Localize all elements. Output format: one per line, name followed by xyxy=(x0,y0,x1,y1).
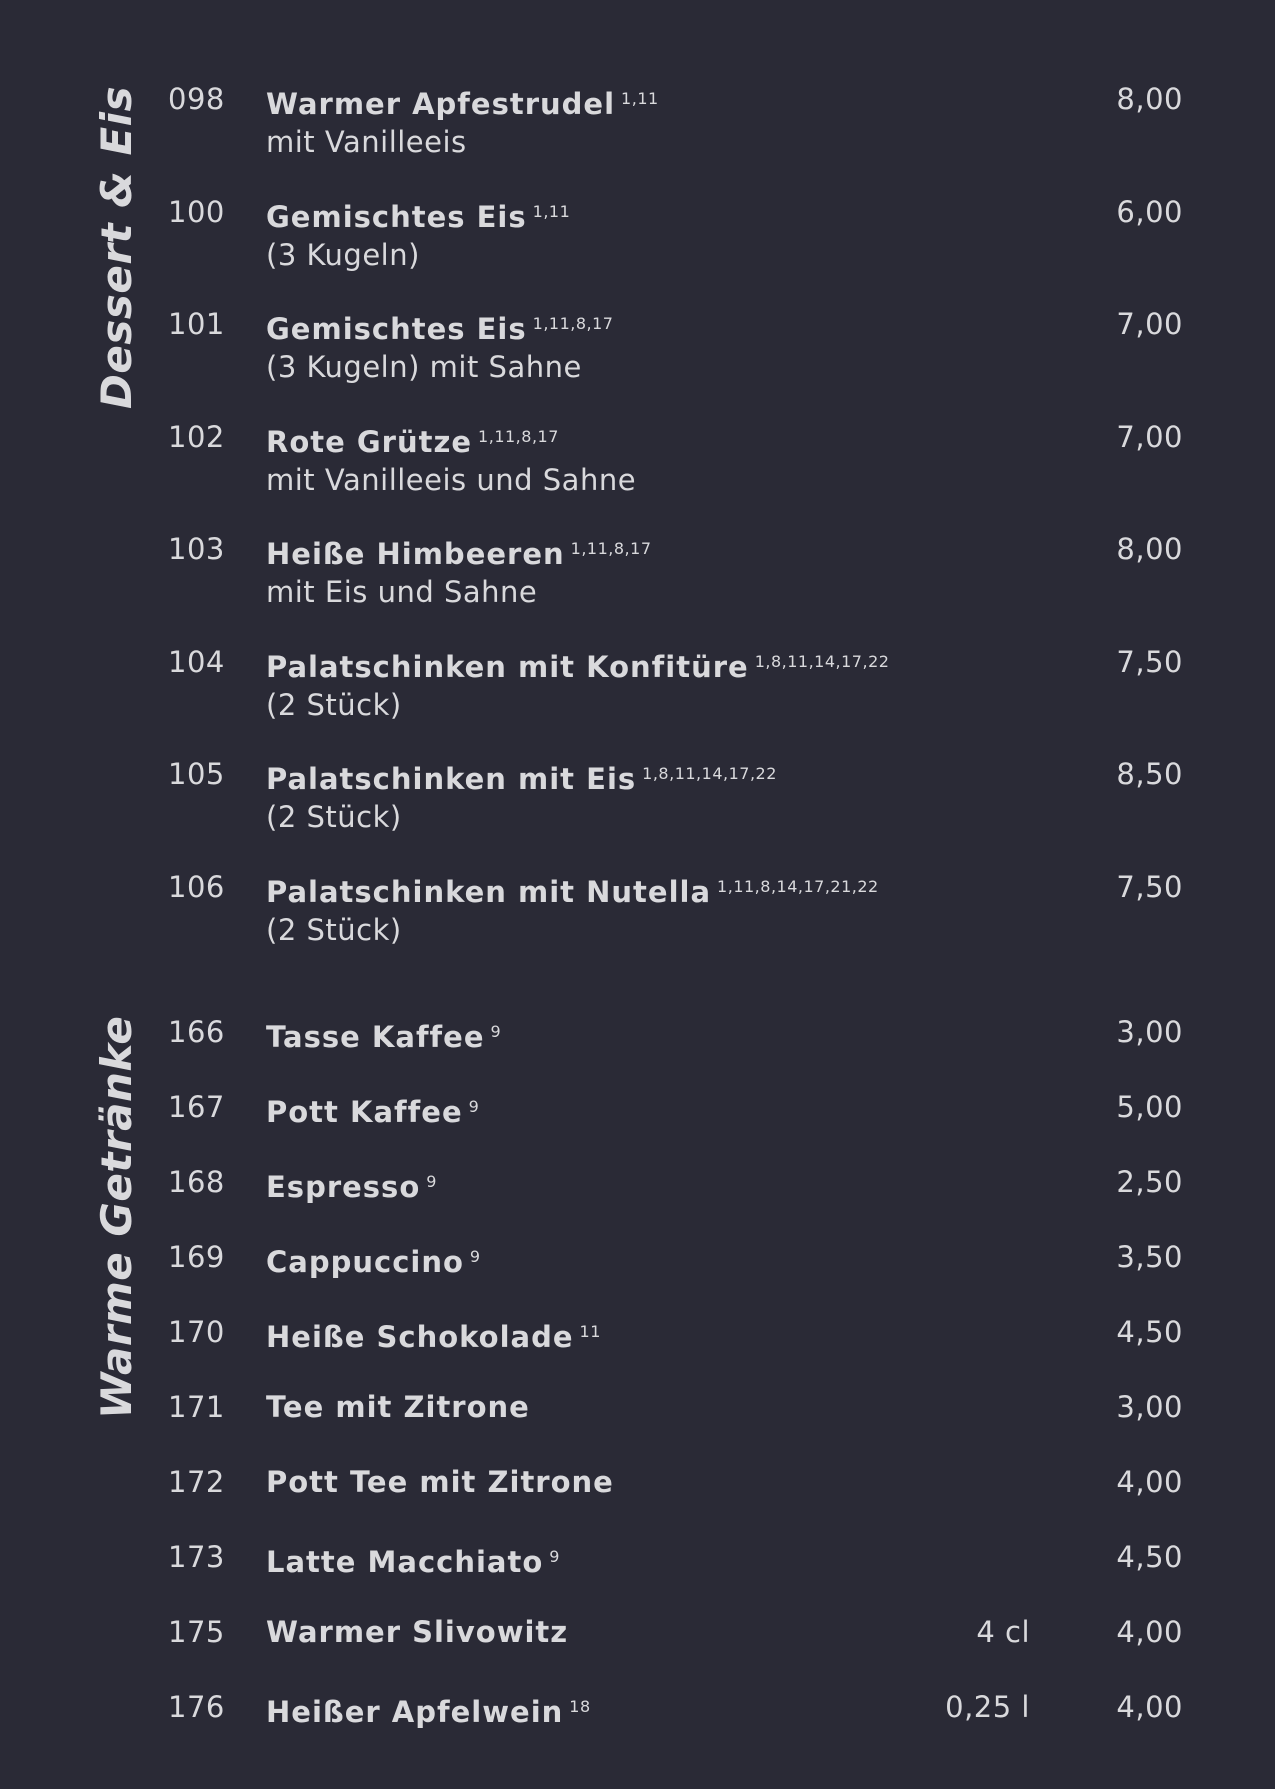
item-text xyxy=(266,193,1046,274)
item-text xyxy=(266,80,1046,161)
item-name: Latte Macchiato xyxy=(266,1545,544,1579)
item-number: 106 xyxy=(168,870,225,904)
item-text xyxy=(266,1388,1046,1426)
item-allergens: 18 xyxy=(569,1697,591,1716)
item-text xyxy=(266,643,1046,724)
item-number: 172 xyxy=(168,1465,225,1499)
item-allergens: 1,11,8,17 xyxy=(478,427,559,446)
item-text xyxy=(266,755,1046,836)
item-name: Tee mit Zitrone xyxy=(266,1390,530,1424)
item-description: mit Vanilleeis und Sahne xyxy=(266,463,637,497)
item-description: mit Vanilleeis xyxy=(266,125,467,159)
item-allergens: 9 xyxy=(468,1097,480,1116)
item-text xyxy=(266,1013,1046,1056)
item-price: 4,50 xyxy=(1116,1315,1183,1349)
item-number: 168 xyxy=(168,1165,225,1199)
item-number: 104 xyxy=(168,645,225,679)
item-name: Heißer Apfelwein xyxy=(266,1695,564,1729)
item-name: Palatschinken mit Eis xyxy=(266,762,637,796)
item-name: Espresso xyxy=(266,1170,421,1204)
item-name: Warmer Apfestrudel xyxy=(266,87,616,121)
item-allergens: 1,8,11,14,17,22 xyxy=(642,764,777,783)
item-text xyxy=(266,1313,1046,1356)
item-text xyxy=(266,1163,1046,1206)
item-allergens: 1,8,11,14,17,22 xyxy=(754,652,890,671)
item-price: 3,00 xyxy=(1116,1015,1183,1049)
item-number: 173 xyxy=(168,1540,225,1574)
item-name: Palatschinken mit Nutella xyxy=(266,875,712,909)
item-number: 105 xyxy=(168,757,225,791)
section-title-dessert: Dessert & Eis xyxy=(92,86,141,410)
item-allergens: 9 xyxy=(469,1247,481,1266)
item-number: 166 xyxy=(168,1015,225,1049)
item-description: (2 Stück) xyxy=(266,913,402,947)
item-text xyxy=(266,1238,1046,1281)
item-price: 7,50 xyxy=(1116,645,1183,679)
item-text xyxy=(266,418,1046,499)
item-number: 102 xyxy=(168,420,225,454)
item-number: 167 xyxy=(168,1090,225,1124)
item-name: Heiße Schokolade xyxy=(266,1320,574,1354)
item-allergens: 9 xyxy=(549,1547,560,1566)
item-number: 171 xyxy=(168,1390,225,1424)
item-name: Pott Tee mit Zitrone xyxy=(266,1465,614,1499)
item-size: 0,25 l xyxy=(945,1690,1030,1724)
item-name: Rote Grütze xyxy=(266,425,473,459)
item-text xyxy=(266,305,1046,386)
item-allergens: 1,11,8,17 xyxy=(532,314,614,333)
item-text xyxy=(266,1088,1046,1131)
item-name: Gemischtes Eis xyxy=(266,200,527,234)
item-number: 100 xyxy=(168,195,225,229)
item-price: 4,00 xyxy=(1116,1690,1183,1724)
item-number: 175 xyxy=(168,1615,225,1649)
item-number: 176 xyxy=(168,1690,225,1724)
item-price: 4,00 xyxy=(1116,1615,1183,1649)
item-allergens: 1,11 xyxy=(621,89,659,108)
item-name: Gemischtes Eis xyxy=(266,312,527,346)
item-description: mit Eis und Sahne xyxy=(266,575,538,609)
item-description: (3 Kugeln) mit Sahne xyxy=(266,350,582,384)
item-price: 7,00 xyxy=(1116,307,1183,341)
item-number: 101 xyxy=(168,307,225,341)
item-text xyxy=(266,1463,1046,1501)
item-text xyxy=(266,1688,1046,1731)
item-price: 2,50 xyxy=(1116,1165,1183,1199)
item-text xyxy=(266,530,1046,611)
item-number: 103 xyxy=(168,532,225,566)
item-allergens: 1,11,8,14,17,21,22 xyxy=(717,877,879,896)
item-text xyxy=(266,1538,1046,1581)
item-price: 6,00 xyxy=(1116,195,1183,229)
item-description: (2 Stück) xyxy=(266,688,402,722)
item-price: 7,00 xyxy=(1116,420,1183,454)
item-text xyxy=(266,1613,1046,1651)
item-price: 8,50 xyxy=(1116,757,1183,791)
item-allergens: 11 xyxy=(579,1322,601,1341)
item-name: Heiße Himbeeren xyxy=(266,537,565,571)
item-name: Cappuccino xyxy=(266,1245,464,1279)
item-allergens: 1,11 xyxy=(532,202,571,221)
item-price: 8,00 xyxy=(1116,532,1183,566)
item-allergens: 1,11,8,17 xyxy=(570,539,652,558)
item-number: 170 xyxy=(168,1315,225,1349)
item-price: 7,50 xyxy=(1116,870,1183,904)
item-allergens: 9 xyxy=(426,1172,437,1191)
item-number: 098 xyxy=(168,82,225,116)
item-price: 8,00 xyxy=(1116,82,1183,116)
item-price: 3,00 xyxy=(1116,1390,1183,1424)
item-name: Pott Kaffee xyxy=(266,1095,463,1129)
item-allergens: 9 xyxy=(490,1022,502,1041)
item-price: 5,00 xyxy=(1116,1090,1183,1124)
item-name: Palatschinken mit Konfitüre xyxy=(266,650,749,684)
item-text xyxy=(266,868,1046,949)
item-description: (2 Stück) xyxy=(266,800,402,834)
section-title-warm-drinks: Warme Getränke xyxy=(92,1016,141,1420)
item-name: Tasse Kaffee xyxy=(266,1020,485,1054)
item-price: 4,50 xyxy=(1116,1540,1183,1574)
item-size: 4 cl xyxy=(976,1615,1030,1649)
item-name: Warmer Slivowitz xyxy=(266,1615,569,1649)
item-price: 3,50 xyxy=(1116,1240,1183,1274)
item-price: 4,00 xyxy=(1116,1465,1183,1499)
item-description: (3 Kugeln) xyxy=(266,238,420,272)
item-number: 169 xyxy=(168,1240,225,1274)
